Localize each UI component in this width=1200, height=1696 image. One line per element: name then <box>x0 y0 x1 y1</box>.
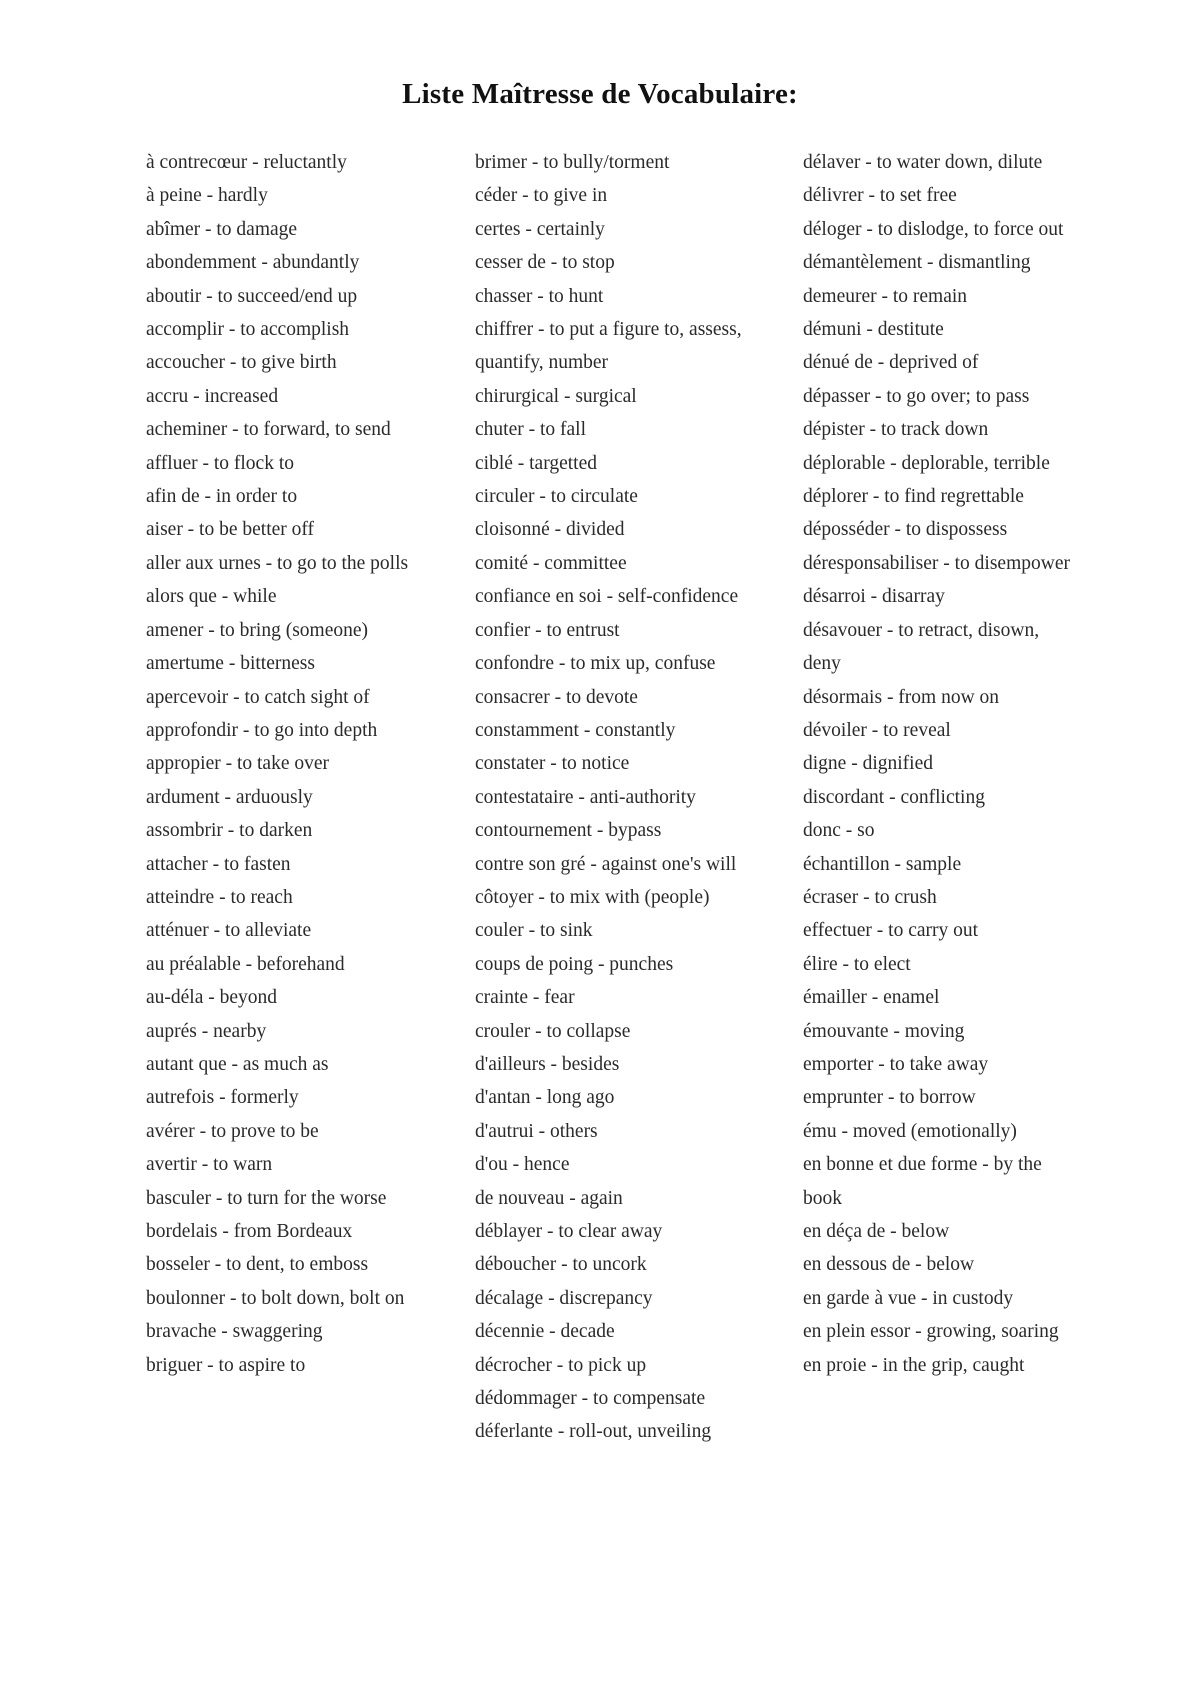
vocabulary-entry: acheminer - to forward, to send <box>146 419 391 441</box>
vocabulary-entry: ciblé - targetted <box>475 452 597 474</box>
vocabulary-entry: crainte - fear <box>475 987 575 1009</box>
vocabulary-entry: délaver - to water down, dilute <box>803 152 1043 173</box>
vocabulary-entry: avertir - to warn <box>146 1154 273 1176</box>
vocabulary-entry: au-déla - beyond <box>146 987 278 1009</box>
vocabulary-entry: ému - moved (emotionally) <box>803 1120 1017 1142</box>
page-title: Liste Maîtresse de Vocabulaire: <box>402 78 798 110</box>
vocabulary-entry: confiance en soi - self-confidence <box>475 586 739 608</box>
vocabulary-entry: élire - to elect <box>803 953 911 975</box>
vocabulary-entry: de nouveau - again <box>475 1187 623 1209</box>
vocabulary-entry: assombrir - to darken <box>146 820 313 842</box>
vocabulary-entry: certes - certainly <box>475 218 605 240</box>
vocabulary-entry: effectuer - to carry out <box>803 920 979 942</box>
vocabulary-entry: déplorable - deplorable, terrible <box>803 452 1050 474</box>
vocabulary-entry: autant que - as much as <box>146 1053 329 1075</box>
vocabulary-entry: contournement - bypass <box>475 820 662 842</box>
vocabulary-entry: demeurer - to remain <box>803 285 968 307</box>
vocabulary-entry: déresponsabiliser - to disempower <box>803 552 1070 574</box>
vocabulary-entry: déboucher - to uncork <box>475 1254 647 1276</box>
vocabulary-entry: digne - dignified <box>803 753 933 775</box>
vocabulary-entry: amertume - bitterness <box>146 653 315 675</box>
vocabulary-entry: dénué de - deprived of <box>803 352 979 374</box>
vocabulary-entry: aiser - to be better off <box>146 519 315 541</box>
vocabulary-entry: côtoyer - to mix with (people) <box>475 886 710 908</box>
vocabulary-entry: à contrecœur - reluctantly <box>146 152 347 173</box>
vocabulary-entry: en garde à vue - in custody <box>803 1287 1014 1309</box>
vocabulary-entry: brimer - to bully/torment <box>475 152 670 173</box>
vocabulary-entry: basculer - to turn for the worse <box>146 1187 387 1209</box>
vocabulary-entry: en proie - in the grip, caught <box>803 1354 1025 1376</box>
vocabulary-entry: emprunter - to borrow <box>803 1087 976 1109</box>
vocabulary-entry: aboutir - to succeed/end up <box>146 285 358 307</box>
vocabulary-entry: affluer - to flock to <box>146 452 295 474</box>
vocabulary-entry: confier - to entrust <box>475 619 620 641</box>
vocabulary-entry: à peine - hardly <box>146 185 268 207</box>
vocabulary-entry: consacrer - to devote <box>475 686 638 708</box>
vocabulary-entry: coups de poing - punches <box>475 953 674 975</box>
vocabulary-entry: attacher - to fasten <box>146 853 291 875</box>
vocabulary-entry: abîmer - to damage <box>146 218 298 240</box>
vocabulary-entry: décalage - discrepancy <box>475 1287 653 1309</box>
vocabulary-entry: émailler - enamel <box>803 987 940 1009</box>
vocabulary-entry: atteindre - to reach <box>146 886 293 908</box>
vocabulary-entry: céder - to give in <box>475 185 608 207</box>
vocabulary-column-3 <box>803 146 1073 1382</box>
vocabulary-entry: atténuer - to alleviate <box>146 920 312 942</box>
vocabulary-entry: avérer - to prove to be <box>146 1120 319 1142</box>
vocabulary-entry: afin de - in order to <box>146 486 298 508</box>
vocabulary-entry: accomplir - to accomplish <box>146 319 350 341</box>
vocabulary-entry: discordant - conflicting <box>803 786 985 808</box>
vocabulary-entry: cesser de - to stop <box>475 252 615 274</box>
vocabulary-entry: confondre - to mix up, confuse <box>475 653 716 675</box>
vocabulary-entry: chirurgical - surgical <box>475 385 637 407</box>
vocabulary-entry: boulonner - to bolt down, bolt on <box>146 1287 405 1309</box>
vocabulary-entry: bordelais - from Bordeaux <box>146 1221 353 1242</box>
vocabulary-entry: en dessous de - below <box>803 1254 975 1276</box>
vocabulary-entry: d'antan - long ago <box>475 1087 615 1109</box>
vocabulary-entry: dépister - to track down <box>803 419 989 441</box>
vocabulary-entry: crouler - to collapse <box>475 1020 631 1042</box>
vocabulary-entry: comité - committee <box>475 552 627 574</box>
vocabulary-entry: chuter - to fall <box>475 419 586 441</box>
vocabulary-column-2 <box>475 146 745 1449</box>
vocabulary-entry: désavouer - to retract, disown, deny <box>803 619 1040 675</box>
vocabulary-entry: donc - so <box>803 820 875 842</box>
vocabulary-entry: en plein essor - growing, soaring <box>803 1321 1059 1343</box>
vocabulary-entry: démantèlement - dismantling <box>803 252 1031 274</box>
vocabulary-entry: délivrer - to set free <box>803 185 957 207</box>
vocabulary-entry: dévoiler - to reveal <box>803 719 951 741</box>
vocabulary-entry: en bonne et due forme - by the book <box>803 1154 1042 1209</box>
vocabulary-entry: écraser - to crush <box>803 886 937 908</box>
vocabulary-entry: couler - to sink <box>475 920 593 942</box>
vocabulary-column-1 <box>146 146 416 1382</box>
vocabulary-entry: déloger - to dislodge, to force out <box>803 218 1064 240</box>
vocabulary-entry: auprés - nearby <box>146 1020 267 1042</box>
vocabulary-entry: appropier - to take over <box>146 753 330 775</box>
vocabulary-entry: contre son gré - against one's will <box>475 853 737 875</box>
vocabulary-entry: dépasser - to go over; to pass <box>803 385 1030 407</box>
vocabulary-entry: constater - to notice <box>475 753 630 775</box>
vocabulary-entry: d'ailleurs - besides <box>475 1053 620 1075</box>
vocabulary-entry: déplorer - to find regrettable <box>803 486 1024 508</box>
vocabulary-entry: déferlante - roll-out, unveiling <box>475 1421 712 1443</box>
vocabulary-entry: bravache - swaggering <box>146 1321 323 1343</box>
vocabulary-entry: en déça de - below <box>803 1221 950 1242</box>
vocabulary-entry: approfondir - to go into depth <box>146 719 378 741</box>
vocabulary-entry: autrefois - formerly <box>146 1087 299 1109</box>
vocabulary-entry: d'autrui - others <box>475 1120 598 1142</box>
vocabulary-entry: cloisonné - divided <box>475 519 625 541</box>
vocabulary-entry: émouvante - moving <box>803 1020 965 1042</box>
vocabulary-entry: abondemment - abundantly <box>146 252 360 274</box>
vocabulary-entry: constamment - constantly <box>475 719 676 741</box>
vocabulary-entry: au préalable - beforehand <box>146 953 345 975</box>
vocabulary-entry: décrocher - to pick up <box>475 1354 647 1376</box>
vocabulary-entry: accru - increased <box>146 385 279 407</box>
vocabulary-entry: emporter - to take away <box>803 1053 989 1075</box>
vocabulary-entry: apercevoir - to catch sight of <box>146 686 370 708</box>
vocabulary-entry: dédommager - to compensate <box>475 1388 706 1410</box>
vocabulary-entry: aller aux urnes - to go to the polls <box>146 552 409 574</box>
vocabulary-entry: briguer - to aspire to <box>146 1354 306 1376</box>
vocabulary-entry: chiffrer - to put a figure to, assess, quantify, number <box>475 319 742 374</box>
vocabulary-entry: chasser - to hunt <box>475 285 604 307</box>
vocabulary-entry: bosseler - to dent, to emboss <box>146 1254 369 1276</box>
vocabulary-entry: contestataire - anti-authority <box>475 786 696 808</box>
vocabulary-entry: circuler - to circulate <box>475 486 638 508</box>
vocabulary-entry: alors que - while <box>146 586 277 608</box>
vocabulary-entry: accoucher - to give birth <box>146 352 337 374</box>
vocabulary-entry: d'ou - hence <box>475 1154 570 1176</box>
vocabulary-entry: décennie - decade <box>475 1321 615 1343</box>
vocabulary-entry: déblayer - to clear away <box>475 1221 663 1242</box>
vocabulary-entry: amener - to bring (someone) <box>146 619 369 641</box>
vocabulary-entry: désarroi - disarray <box>803 586 945 608</box>
vocabulary-entry: déposséder - to dispossess <box>803 519 1008 541</box>
vocabulary-entry: démuni - destitute <box>803 319 944 341</box>
vocabulary-entry: ardument - arduously <box>146 786 313 808</box>
vocabulary-entry: échantillon - sample <box>803 853 962 875</box>
vocabulary-entry: désormais - from now on <box>803 686 1000 708</box>
